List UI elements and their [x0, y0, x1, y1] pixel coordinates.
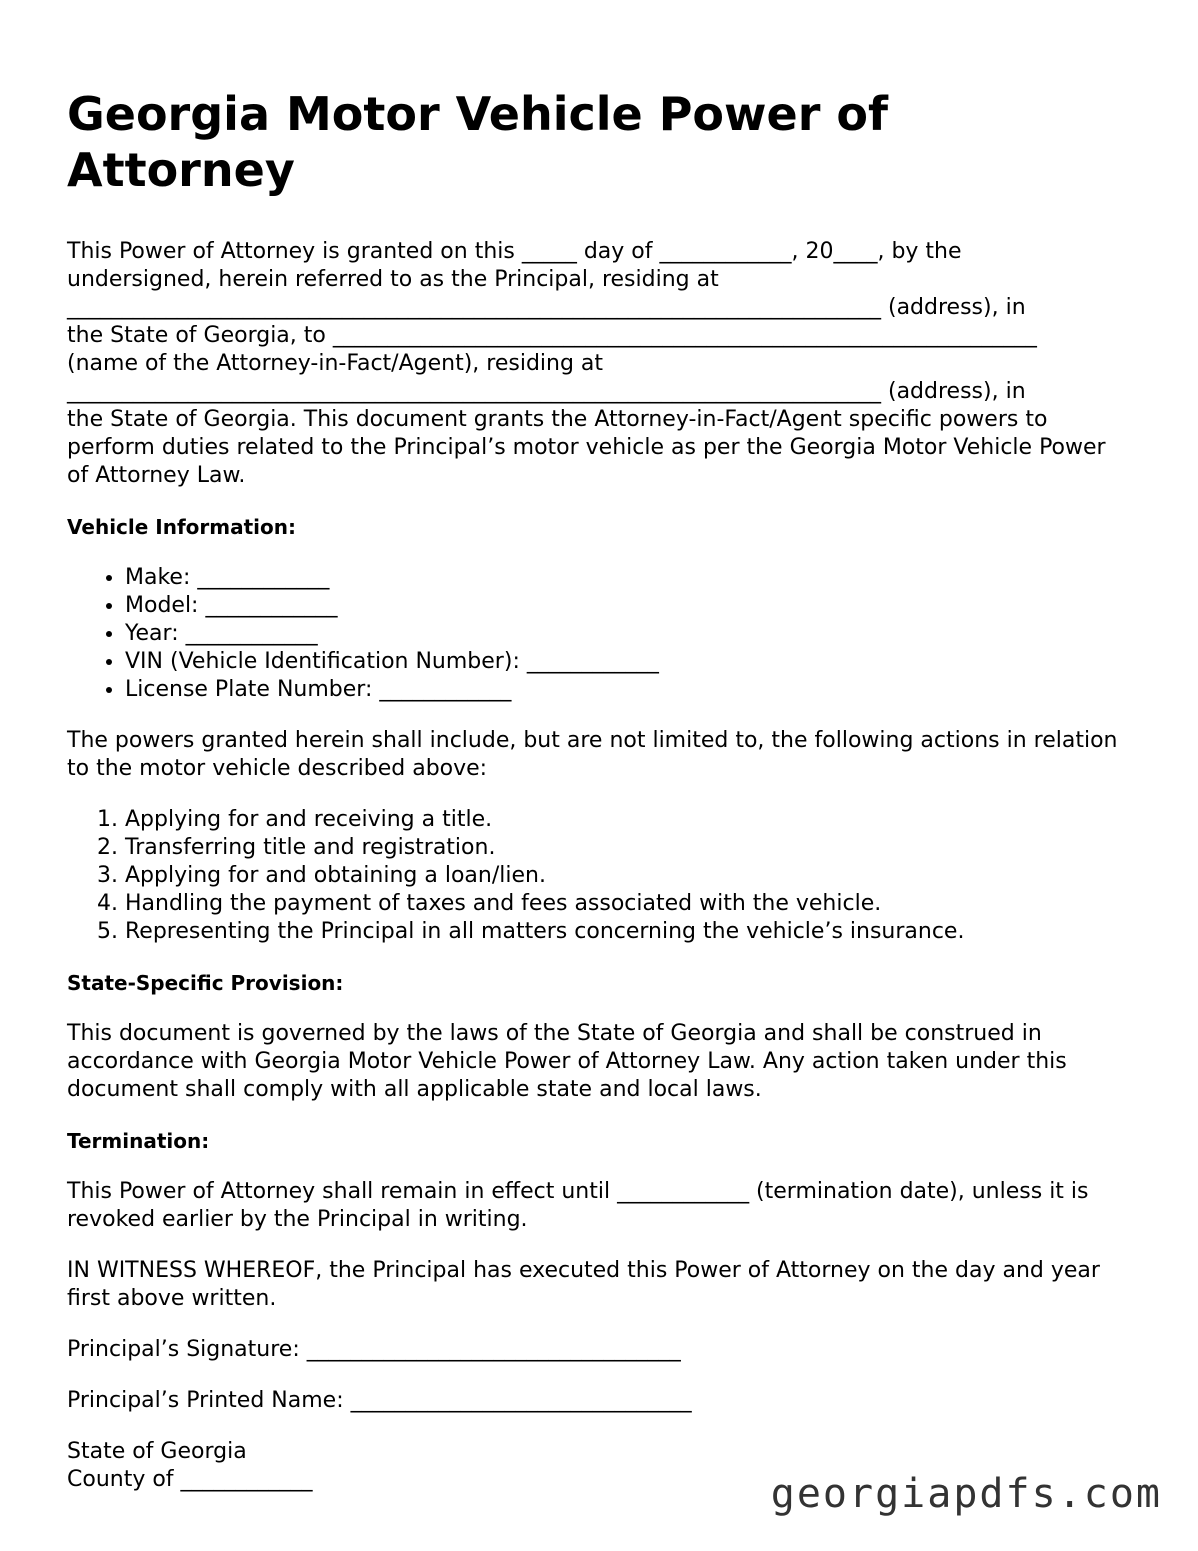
principal-signature-line: Principal’s Signature: __________________________________ [67, 1337, 681, 1362]
intro-line: __________________________________________________________________________ (address), in [67, 295, 1026, 320]
termination-text: This Power of Attorney shall remain in effect until ____________ (termination date), unless it is revoked earlier by the Principal in writing. [67, 1179, 1089, 1232]
principal-printed-name-line: Principal’s Printed Name: _______________________________ [67, 1388, 692, 1413]
list-item: 5. Representing the Principal in all matters concerning the vehicle’s insurance. [125, 918, 1129, 946]
list-item: • Make: ____________ [125, 564, 1129, 592]
intro-paragraph [67, 238, 1129, 490]
termination-heading: Termination: [67, 1129, 210, 1153]
list-item: 2. Transferring title and registration. [125, 834, 1129, 862]
list-item: 4. Handling the payment of taxes and fees associated with the vehicle. [125, 890, 1129, 918]
vehicle-info-list [67, 564, 1129, 704]
list-item: 1. Applying for and receiving a title. [125, 806, 1129, 834]
intro-line: the State of Georgia, to ________________________________________________________________ [67, 323, 1037, 348]
vehicle-info-heading: Vehicle Information: [67, 515, 296, 539]
list-item: 3. Applying for and obtaining a loan/lien. [125, 862, 1129, 890]
state-provision-heading: State-Specific Provision: [67, 971, 344, 995]
intro-line: (name of the Attorney-in-Fact/Agent), residing at [67, 351, 604, 376]
list-item: • VIN (Vehicle Identification Number): ____________ [125, 648, 1129, 676]
county-line: County of ____________ [67, 1467, 313, 1492]
list-item: • License Plate Number: ____________ [125, 676, 1129, 704]
state-line: State of Georgia [67, 1439, 247, 1464]
document-title: Georgia Motor Vehicle Power of Attorney [67, 87, 889, 197]
intro-line: __________________________________________________________________________ (address), in [67, 379, 1026, 404]
powers-list [67, 806, 1129, 946]
state-provision-text: This document is governed by the laws of the State of Georgia and shall be construed in accordance with Georgia Motor Vehicle Power of Attorney Law. Any action taken under this document shall comply with all applicable state and local laws. [67, 1021, 1067, 1102]
intro-line: the State of Georgia. This document grants the Attorney-in-Fact/Agent specific powers to perform duties related to the Principal’s motor vehicle as per the Georgia Motor Vehicle Power of Attorney Law. [67, 407, 1106, 488]
witness-text: IN WITNESS WHEREOF, the Principal has executed this Power of Attorney on the day and year first above written. [67, 1258, 1100, 1311]
watermark: georgiapdfs.com [770, 1471, 1162, 1517]
list-item: • Year: ____________ [125, 620, 1129, 648]
document-page [67, 86, 1129, 1494]
powers-intro: The powers granted herein shall include, but are not limited to, the following actions in relation to the motor vehicle described above: [67, 728, 1118, 781]
intro-line: undersigned, herein referred to as the Principal, residing at [67, 267, 719, 292]
list-item: • Model: ____________ [125, 592, 1129, 620]
intro-line: This Power of Attorney is granted on this _____ day of ____________, 20____, by the [67, 239, 962, 264]
